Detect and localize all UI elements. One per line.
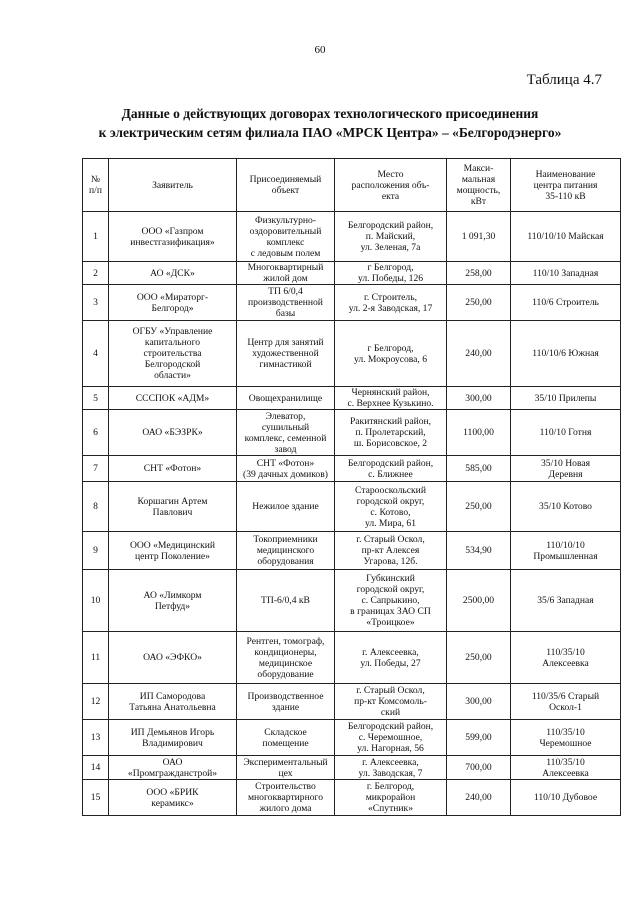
cell-location-text: Ракитянский район, п. Пролетарский, ш. Борисовское, 2 [349, 416, 432, 449]
cell-object [237, 532, 335, 570]
cell-location-text: г. Старый Оскол, пр-кт Алексея Угарова, 12б. [356, 534, 425, 567]
cell-object-text: Рентген, томограф, кондиционеры, медицинское оборудование [246, 635, 325, 680]
cell-location [335, 780, 447, 816]
cell-object-text: Нежилое здание [252, 501, 319, 512]
cell-power-text: 240,00 [465, 348, 492, 359]
cell-location [335, 387, 447, 410]
cell-object [237, 482, 335, 532]
cell-location-text: г Белгород, ул. Победы, 126 [357, 262, 424, 284]
cell-applicant-text: ОАО «ЭФКО» [143, 652, 202, 663]
cell-center-text: 110/10/6 Южная [532, 348, 599, 359]
cell-num-text: 12 [90, 696, 101, 707]
page-number: 60 [314, 44, 326, 56]
cell-center-text: 35/10 Котово [539, 501, 592, 512]
cell-applicant-text: ООО «Мираторг- Белгород» [136, 291, 209, 314]
cell-center [511, 262, 621, 285]
cell-applicant-text: ОГБУ «Управление капитального строительства Белгородской области» [132, 326, 213, 381]
cell-applicant [109, 780, 237, 816]
table-row [83, 321, 621, 387]
cell-num [83, 456, 109, 482]
cell-applicant [109, 212, 237, 262]
cell-power [447, 532, 511, 570]
table-row [83, 387, 621, 410]
cell-num-text: 13 [90, 732, 101, 743]
cell-center [511, 482, 621, 532]
cell-applicant-text: Коршагин Артем Павлович [137, 495, 208, 518]
cell-object-text: Экспериментальный цех [243, 756, 328, 779]
cell-power [447, 632, 511, 684]
cell-location-text: Чернянский район, с. Верхнее Кузькино. [347, 387, 434, 409]
cell-object-text: ТП-6/0,4 кВ [261, 595, 310, 606]
cell-location [335, 570, 447, 632]
cell-center-text: 110/10 Готня [539, 427, 592, 438]
cell-location [335, 410, 447, 456]
cell-num [83, 720, 109, 756]
table-row [83, 410, 621, 456]
cell-applicant [109, 410, 237, 456]
cell-object [237, 720, 335, 756]
cell-location [335, 684, 447, 720]
cell-location [335, 482, 447, 532]
cell-object [237, 410, 335, 456]
header-object: Присоединяемый объект [237, 159, 335, 212]
table-header-row [83, 159, 621, 212]
header-applicant: Заявитель [109, 159, 237, 212]
cell-center-text: 110/10 Западная [532, 267, 599, 279]
table-row [83, 570, 621, 632]
cell-center [511, 684, 621, 720]
cell-object-text: Центр для занятий художественной гимнастикой [247, 337, 324, 370]
cell-object [237, 212, 335, 262]
cell-power [447, 570, 511, 632]
cell-applicant [109, 720, 237, 756]
cell-num-text: 3 [93, 297, 98, 308]
cell-center-text: 35/6 Западная [537, 595, 594, 606]
cell-location [335, 212, 447, 262]
cell-applicant [109, 570, 237, 632]
cell-object [237, 387, 335, 410]
table-title [40, 104, 620, 142]
table-row [83, 212, 621, 262]
cell-location [335, 756, 447, 780]
cell-power-text: 534,90 [465, 545, 492, 556]
cell-power [447, 410, 511, 456]
cell-num [83, 780, 109, 816]
cell-applicant-text: СНТ «Фотон» [143, 463, 202, 474]
table-row [83, 482, 621, 532]
cell-center-text: 110/35/10 Черемошное [539, 726, 592, 749]
cell-num [83, 321, 109, 387]
header-location: Место расположения объ- екта [335, 159, 447, 212]
cell-applicant [109, 262, 237, 285]
table-row [83, 632, 621, 684]
cell-applicant [109, 387, 237, 410]
cell-power [447, 756, 511, 780]
cell-location-text: Губкинский городской округ, с. Сапрыкино, в границах ЗАО СП «Троицкое» [350, 573, 431, 628]
cell-center [511, 321, 621, 387]
cell-center-text: 110/35/10 Алексеевка [542, 646, 589, 669]
cell-power-text: 300,00 [465, 696, 492, 707]
cell-num-text: 2 [93, 267, 98, 279]
cell-power-text: 585,00 [465, 463, 492, 474]
cell-center [511, 532, 621, 570]
cell-object-text: Производственное здание [247, 690, 324, 713]
cell-power [447, 285, 511, 321]
cell-location [335, 321, 447, 387]
cell-power [447, 212, 511, 262]
header-center: Наименование центра питания 35-110 кВ [511, 159, 621, 212]
cell-object [237, 756, 335, 780]
cell-applicant-text: ООО «Медицинский центр Поколение» [129, 539, 216, 562]
cell-power [447, 387, 511, 410]
cell-location [335, 632, 447, 684]
cell-num-text: 5 [93, 392, 98, 404]
cell-object [237, 262, 335, 285]
cell-center [511, 410, 621, 456]
cell-num-text: 10 [90, 595, 101, 606]
cell-object-text: Многоквартирный жилой дом [247, 262, 324, 284]
cell-power [447, 321, 511, 387]
cell-applicant [109, 456, 237, 482]
cell-num [83, 756, 109, 780]
cell-object [237, 321, 335, 387]
cell-center-text: 35/10 Новая Деревня [540, 457, 591, 480]
cell-applicant [109, 756, 237, 780]
table-row [83, 262, 621, 285]
cell-object-text: Токоприемники медицинского оборудования [253, 534, 318, 567]
cell-applicant [109, 321, 237, 387]
cell-num-text: 15 [90, 792, 101, 803]
cell-num [83, 212, 109, 262]
cell-center-text: 110/10/10 Промышленная [533, 539, 598, 562]
cell-center [511, 632, 621, 684]
cell-applicant-text: ООО «БРИК керамикс» [146, 786, 199, 809]
cell-num [83, 532, 109, 570]
cell-object [237, 632, 335, 684]
cell-power-text: 700,00 [465, 762, 492, 773]
table-title-line-2: к электрическим сетям филиала ПАО «МРСК Центра» – «Белгородэнерго» [98, 125, 562, 140]
cell-object [237, 285, 335, 321]
cell-center [511, 780, 621, 816]
cell-center [511, 387, 621, 410]
cell-object-text: Элеватор, сушильный комплекс, семенной завод [244, 410, 327, 455]
cell-object-text: Физкультурно- оздоровительный комплекс с ледовым полем [249, 214, 322, 259]
cell-num-text: 8 [93, 501, 98, 512]
cell-applicant-text: ОАО «Промгражданстрой» [127, 756, 218, 779]
cell-location-text: Старооскольский городской округ, с. Котово, ул. Мира, 61 [355, 484, 426, 529]
cell-power [447, 482, 511, 532]
cell-location [335, 285, 447, 321]
cell-applicant-text: ИП Самородова Татьяна Анатольевна [129, 690, 216, 713]
cell-location-text: г. Белгород, микрорайон «Спутник» [365, 781, 416, 814]
cell-center [511, 456, 621, 482]
cell-center-text: 35/10 Прилепы [534, 392, 597, 404]
cell-center-text: 110/35/10 Алексеевка [542, 756, 589, 779]
cell-applicant-text: ОАО «БЭЗРК» [142, 427, 203, 438]
cell-power-text: 1 091,30 [461, 231, 496, 242]
cell-center [511, 756, 621, 780]
cell-location-text: Белгородский район, п. Майский, ул. Зеленая, 7а [347, 220, 434, 253]
cell-location [335, 456, 447, 482]
table-row [83, 684, 621, 720]
cell-applicant [109, 482, 237, 532]
cell-num-text: 1 [93, 231, 98, 242]
cell-center-text: 110/35/6 Старый Оскол-1 [531, 690, 600, 713]
cell-location [335, 262, 447, 285]
cell-applicant-text: АО «Лимкорм Петфуд» [143, 589, 202, 612]
table-row [83, 456, 621, 482]
cell-num [83, 632, 109, 684]
cell-location-text: г. Алексеевка, ул. Победы, 27 [360, 646, 421, 669]
cell-power-text: 2500,00 [462, 595, 495, 606]
cell-num [83, 482, 109, 532]
cell-power-text: 599,00 [465, 732, 492, 743]
cell-power [447, 780, 511, 816]
header-num: № п/п [83, 159, 109, 212]
cell-center-text: 110/6 Строитель [532, 297, 599, 308]
cell-num-text: 9 [93, 545, 98, 556]
cell-power-text: 300,00 [465, 392, 492, 404]
cell-power-text: 240,00 [465, 792, 492, 803]
cell-object-text: СНТ «Фотон» (39 дачных домиков) [243, 457, 328, 480]
cell-power-text: 250,00 [465, 501, 492, 512]
cell-power-text: 250,00 [465, 652, 492, 663]
cell-location-text: г Белгород, ул. Мокроусова, 6 [353, 342, 428, 365]
table-row [83, 285, 621, 321]
cell-object [237, 780, 335, 816]
cell-location-text: Белгородский район, с. Черемошное, ул. Нагорная, 56 [347, 721, 434, 754]
cell-num-text: 11 [90, 652, 101, 663]
cell-num-text: 14 [90, 762, 101, 773]
cell-applicant-text: СССПОК «АДМ» [135, 392, 210, 404]
cell-power [447, 684, 511, 720]
cell-location [335, 532, 447, 570]
table-label: Таблица 4.7 [526, 72, 602, 88]
cell-num [83, 262, 109, 285]
cell-power-text: 250,00 [465, 297, 492, 308]
cell-applicant-text: АО «ДСК» [150, 267, 195, 279]
cell-center [511, 285, 621, 321]
cell-num-text: 6 [93, 427, 98, 438]
cell-center [511, 212, 621, 262]
cell-applicant [109, 684, 237, 720]
cell-location [335, 720, 447, 756]
cell-object [237, 570, 335, 632]
cell-location-text: г. Старый Оскол, пр-кт Комсомоль- ский [354, 685, 427, 718]
header-power: Макси- мальная мощность, кВт [447, 159, 511, 212]
cell-center-text: 110/10/10 Майская [527, 231, 604, 242]
cell-num [83, 410, 109, 456]
cell-location-text: Белгородский район, с. Ближнее [347, 457, 434, 480]
cell-location-text: г. Алексеевка, ул. Заводская, 7 [358, 756, 423, 779]
cell-object-text: Строительство многоквартирного жилого дома [247, 781, 324, 814]
table-row [83, 720, 621, 756]
table-title-line-1: Данные о действующих договорах технологического присоединения [121, 106, 539, 121]
cell-object-text: ТП 6/0,4 производственной базы [248, 286, 323, 319]
cell-applicant [109, 632, 237, 684]
cell-applicant-text: ООО «Газпром инвестгазификация» [130, 225, 215, 248]
table-row [83, 756, 621, 780]
cell-object [237, 684, 335, 720]
cell-applicant-text: ИП Демьянов Игорь Владимирович [130, 726, 215, 749]
table-row [83, 532, 621, 570]
cell-object [237, 456, 335, 482]
cell-power-text: 1100,00 [463, 427, 494, 438]
cell-object-text: Складское помещение [262, 726, 309, 749]
cell-power [447, 456, 511, 482]
cell-location-text: г. Строитель, ул. 2-я Заводская, 17 [348, 291, 433, 314]
cell-applicant [109, 532, 237, 570]
cell-power-text: 258,00 [465, 267, 492, 279]
cell-num-text: 7 [93, 463, 98, 474]
cell-center-text: 110/10 Дубовое [533, 792, 598, 803]
cell-num [83, 570, 109, 632]
cell-num [83, 684, 109, 720]
cell-applicant [109, 285, 237, 321]
cell-power [447, 262, 511, 285]
cell-object-text: Овощехранилище [248, 392, 323, 404]
cell-center [511, 570, 621, 632]
table-row [83, 780, 621, 816]
cell-num [83, 285, 109, 321]
cell-num [83, 387, 109, 410]
cell-num-text: 4 [93, 348, 98, 359]
cell-center [511, 720, 621, 756]
cell-power [447, 720, 511, 756]
contracts-table [82, 158, 621, 816]
